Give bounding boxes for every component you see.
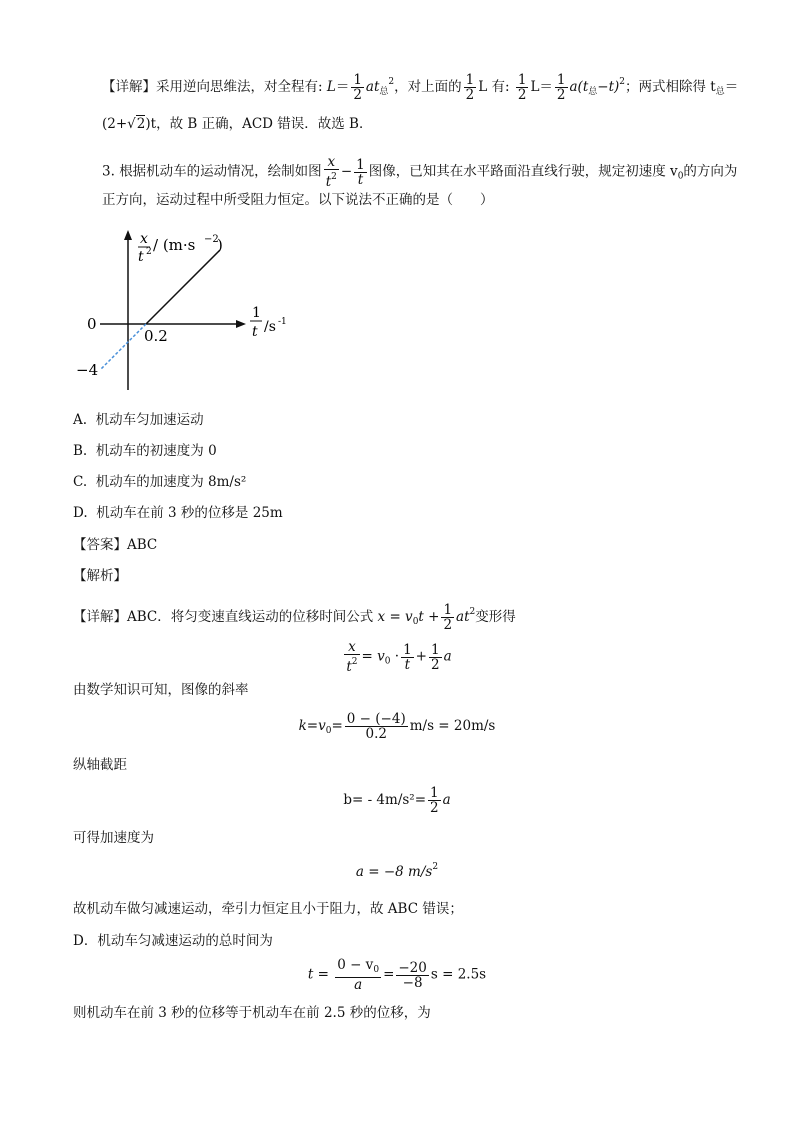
option-d: D. 机动车在前 3 秒的位移是 25m xyxy=(73,505,283,521)
conclusion-text: 故机动车做匀减速运动，牵引力恒定且小于阻力，故 ABC 错误； xyxy=(73,901,463,917)
equation-3: b= - 4m/s²= $\frac{1}{2}$ a xyxy=(343,785,451,816)
x-tick-label: 0.2 xyxy=(144,327,168,345)
y-axis-arrow xyxy=(124,230,132,240)
option-b: B. 机动车的初速度为 0 xyxy=(73,443,217,459)
question-3-line-1: 3. 根据机动车的运动情况，绘制如图 $\frac{x}{t^2}$ − $\frac{1}{t}$ 图像，已知其在水平路面沿直线行驶，规定初速度 $v_0$的方向为 xyxy=(102,154,738,190)
slope-text: 由数学知识可知，图像的斜率 xyxy=(73,682,249,698)
svg-text:-1: -1 xyxy=(278,317,287,327)
option-c: C. 机动车的加速度为 8m/s² xyxy=(73,474,247,490)
graph-line xyxy=(146,250,220,324)
option-a: A. 机动车匀加速运动 xyxy=(73,412,204,428)
equation-5: t = $\frac{0 - v_0}{a}$ = $\frac{-20}{-8}$ s = 2.5s xyxy=(307,957,487,993)
equation-1: $\frac{x}{t^2}$ = $v_0$ · $\frac{1}{t}$ + $\frac{1}{2}$ a xyxy=(346,639,452,675)
svg-text:−2: −2 xyxy=(204,234,219,245)
d-text: D．机动车匀减速运动的总时间为 xyxy=(73,933,273,949)
y-axis-label-x: x xyxy=(140,231,148,247)
y-axis-label-unit: / (m·s xyxy=(153,236,196,254)
equation-2: $k=v_0=$ $\frac{0 - (-4)}{0.2}$ m/s = 20m/s xyxy=(298,711,496,742)
detail-paragraph-1: 【详解】采用逆向思维法，对全程有: L＝ $\frac{1}{2}$ $at_总^2$，对上面的 $\frac{1}{2}$ L 有: $\frac{1}{2}$ L＝ $\frac{1}{2}$ $a(t_总-t)^2$；两式相除得 $t_总=$ xyxy=(102,72,739,103)
detail-label: 【详解】 xyxy=(102,79,156,95)
motion-graph xyxy=(70,225,300,395)
y-tick-label: −4 xyxy=(76,361,99,379)
x-axis-label-1: 1 xyxy=(252,305,261,321)
question-3-line-2: 正方向，运动过程中所受阻力恒定。以下说法不正确的是（ ） xyxy=(102,192,494,208)
origin-label: 0 xyxy=(87,315,97,333)
svg-text:2: 2 xyxy=(146,247,152,257)
analysis-label: 【解析】 xyxy=(73,568,127,584)
answer-line: 【答案】ABC xyxy=(73,537,158,553)
intercept-text: 纵轴截距 xyxy=(73,757,127,773)
equation-4: a = −8 $m/s^2$ xyxy=(355,862,439,880)
x-axis-arrow xyxy=(236,320,246,328)
last-line: 则机动车在前 3 秒的位移等于机动车在前 2.5 秒的位移，为 xyxy=(73,1005,431,1021)
detail-paragraph-2: 【详解】ABC．将匀变速直线运动的位移时间公式 $x = v_0t$ + $\frac{1}{2}$ $at^2$变形得 xyxy=(73,602,516,633)
x-axis-label-unit: /s xyxy=(264,319,276,335)
question-number: 3. xyxy=(102,163,115,180)
detail-paragraph-1-line-2: (2+√2)t，故 B 正确，ACD 错误．故选 B． xyxy=(102,116,373,132)
fraction-half: $\frac{1}{2}$ xyxy=(353,72,362,103)
graph-line-extension xyxy=(101,324,146,369)
x-axis-label-t: t xyxy=(252,324,258,340)
y-axis-label-t: t xyxy=(138,249,144,265)
svg-text:): ) xyxy=(217,236,223,254)
accel-text: 可得加速度为 xyxy=(73,830,154,846)
